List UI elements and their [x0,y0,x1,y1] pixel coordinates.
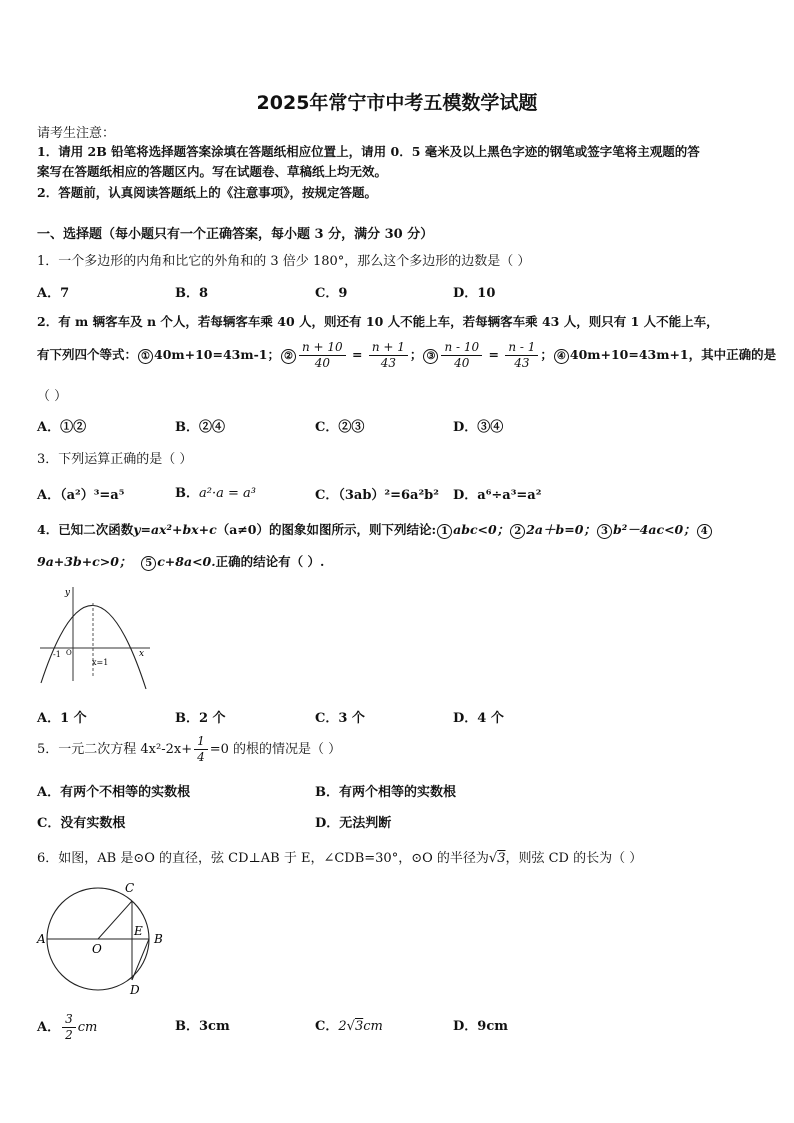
q6-stem-start: 6．如图，AB 是⊙O 的直径，弦 CD⊥AB 于 E，∠CDB=30°，⊙O 的半径为 [37,851,489,866]
q4-parabola-graph [38,585,158,693]
q6-radius-sqrt: √3 [488,851,506,866]
q6-option-d[interactable]: D．9cm [453,1019,508,1034]
q3-option-d[interactable]: D．a⁶÷a³=a² [453,488,542,503]
q2-eq3-right-fraction: $\frac{n - 1}{43}$ [505,340,538,371]
q4-conclusion-4: 9a+3b+c>0； [37,554,132,569]
q4-conclusion-3: b²－4ac<0； [612,522,696,537]
q3-stem: 3．下列运算正确的是（ ） [37,452,193,467]
q4-line-1 [37,520,713,539]
q2-eq2-right-fraction: $\frac{n + 1}{43}$ [369,340,408,371]
q5-fraction: $\frac{1}{4}$ [194,734,208,765]
section-heading: 一、选择题（每小题只有一个正确答案，每小题 3 分，满分 30 分） [37,227,434,242]
q6-label-e: E [134,924,143,938]
q4-conclusion-1: abc<0； [453,522,510,537]
q4-line-2 [37,552,324,571]
q6-option-a-fraction: $\frac{3}{2}$ [62,1012,76,1043]
q2-option-d[interactable]: D．③④ [453,420,504,435]
page-title: 2025年常宁市中考五模数学试题 [256,92,538,114]
q2-circled-4: ④ [554,349,569,364]
q4-origin-label: O [66,649,72,657]
q2-circled-3: ③ [423,349,438,364]
q6-option-c-expression: 2√3cm [338,1019,383,1034]
q4-option-d[interactable]: D．4 个 [453,711,504,726]
q5-option-a[interactable]: A．有两个不相等的实数根 [37,785,191,800]
q6-option-c-radicand: 3 [354,1019,364,1034]
q6-label-c: C [125,881,135,895]
q4-conclusion-5: c+8a<0. [157,554,216,569]
q4-circled-1: 1 [437,524,452,539]
q5-option-d[interactable]: D．无法判断 [315,816,392,831]
q2-option-a[interactable]: A．①② [37,420,87,435]
q4-option-c[interactable]: C．3 个 [315,711,365,726]
q5-stem-start: 5．一元二次方程 4x²-2x+ [37,742,193,757]
q2-equations-line: 有下列四个等式： ① 40m+10=43m-1； ② $\frac{n + 10}{40}$ = $\frac{n + 1}{43}$ ； ③ $\frac{n - 10}{40}$ = $\frac{n - 1}{43}$ ； ④ 40m+10=43m+1，其中正确的是 [37,340,777,370]
q2-option-c[interactable]: C．②③ [315,420,365,435]
q6-option-a-unit: cm [77,1020,98,1035]
q4-lead: 4．已知二次函数 [37,522,134,537]
q5-stem [37,734,341,765]
q4-conclusion-2: 2a＋b=0； [526,522,596,537]
q2-circled-1: ① [138,349,153,364]
notice-line-3: 2．答题前，认真阅读答题纸上的《注意事项》，按规定答题。 [37,185,377,200]
q6-stem [37,847,642,866]
q1-stem: 1．一个多边形的内角和比它的外角和的 3 倍少 180°，那么这个多边形的边数是（ ） [37,254,531,269]
q5-stem-end: =0 的根的情况是（ ） [209,742,342,757]
q2-eq4: 40m+10=43m+1，其中正确的是 [569,347,777,362]
q2-eq3-left-fraction: $\frac{n - 10}{40}$ [441,340,482,371]
q6-radius-value: 3 [497,851,506,866]
q6-option-a[interactable] [37,1012,97,1043]
q3-option-b-prefix: B． [175,486,199,501]
q4-neg1-label: -1 [53,650,61,659]
q4-axis-label: x=1 [92,658,109,667]
q3-option-c[interactable]: C．（3ab）²=6a²b² [315,488,439,503]
q4-function: y=ax²+bx+c [133,522,217,537]
q4-option-a[interactable]: A．1 个 [37,711,87,726]
q6-stem-end: ，则弦 CD 的长为（ ） [505,851,643,866]
q6-option-c-prefix: C． [315,1019,339,1034]
q4-parabola-curve [41,605,146,689]
q4-option-b[interactable]: B．2 个 [175,711,226,726]
q6-option-c-coef: 2 [338,1019,347,1034]
q6-option-c[interactable] [315,1015,383,1034]
q2-eq1: 40m+10=43m-1； [154,347,280,362]
q6-option-a-prefix: A． [37,1020,61,1035]
q6-option-b[interactable]: B．3cm [175,1019,230,1034]
q4-circled-2: 2 [510,524,525,539]
q6-segment-oc [98,901,132,939]
q6-segment-db [132,939,149,980]
notice-line-1: 1．请用 2B 铅笔将选择题答案涂填在答题纸相应位置上，请用 0．5 毫米及以上黑色字迹的钢笔或签字笔将主观题的答 [37,144,700,159]
q4-x-label: x [139,649,145,659]
q2-lead: 有下列四个等式： [37,347,138,362]
q5-option-b[interactable]: B．有两个相等的实数根 [315,785,456,800]
q4-y-label: y [64,588,70,598]
q6-option-c-unit: cm [363,1019,383,1034]
q4-circled-3: 3 [597,524,612,539]
q5-option-c[interactable]: C．没有实数根 [37,816,126,831]
q3-option-b-expression: a²·a = a³ [199,486,256,501]
notice-line-2: 案写在答题纸相应的答题区内。写在试题卷、草稿纸上均无效。 [37,164,388,179]
q6-label-o: O [92,942,102,956]
notice-heading: 请考生注意： [37,126,116,141]
q2-option-b[interactable]: B．②④ [175,420,225,435]
q1-option-d[interactable]: D．10 [453,286,496,301]
q6-label-d: D [130,983,140,997]
q6-circle-diagram [36,878,172,998]
q2-paren: （ ） [37,389,68,404]
q1-option-c[interactable]: C．9 [315,286,348,301]
q1-option-b[interactable]: B．8 [175,286,209,301]
q3-option-b[interactable] [175,482,256,501]
q3-option-a[interactable]: A．（a²）³=a⁵ [37,488,125,503]
q4-circled-4: 4 [697,524,712,539]
q6-label-a: A [37,932,46,946]
q2-line-1: 2．有 m 辆客车及 n 个人，若每辆客车乘 40 人，则还有 10 人不能上车，若每辆客车乘 43 人，则只有 1 人不能上车， [37,314,719,329]
q4-circled-5: 5 [141,556,156,571]
q2-circled-2: ② [281,349,296,364]
q4-tail: 正确的结论有（ ）. [215,554,325,569]
q1-option-a[interactable]: A．7 [37,286,70,301]
q2-eq2-left-fraction: $\frac{n + 10}{40}$ [299,340,346,371]
q4-condition: （a≠0）的图象如图所示，则下列结论: [216,522,437,537]
q6-label-b: B [154,932,163,946]
